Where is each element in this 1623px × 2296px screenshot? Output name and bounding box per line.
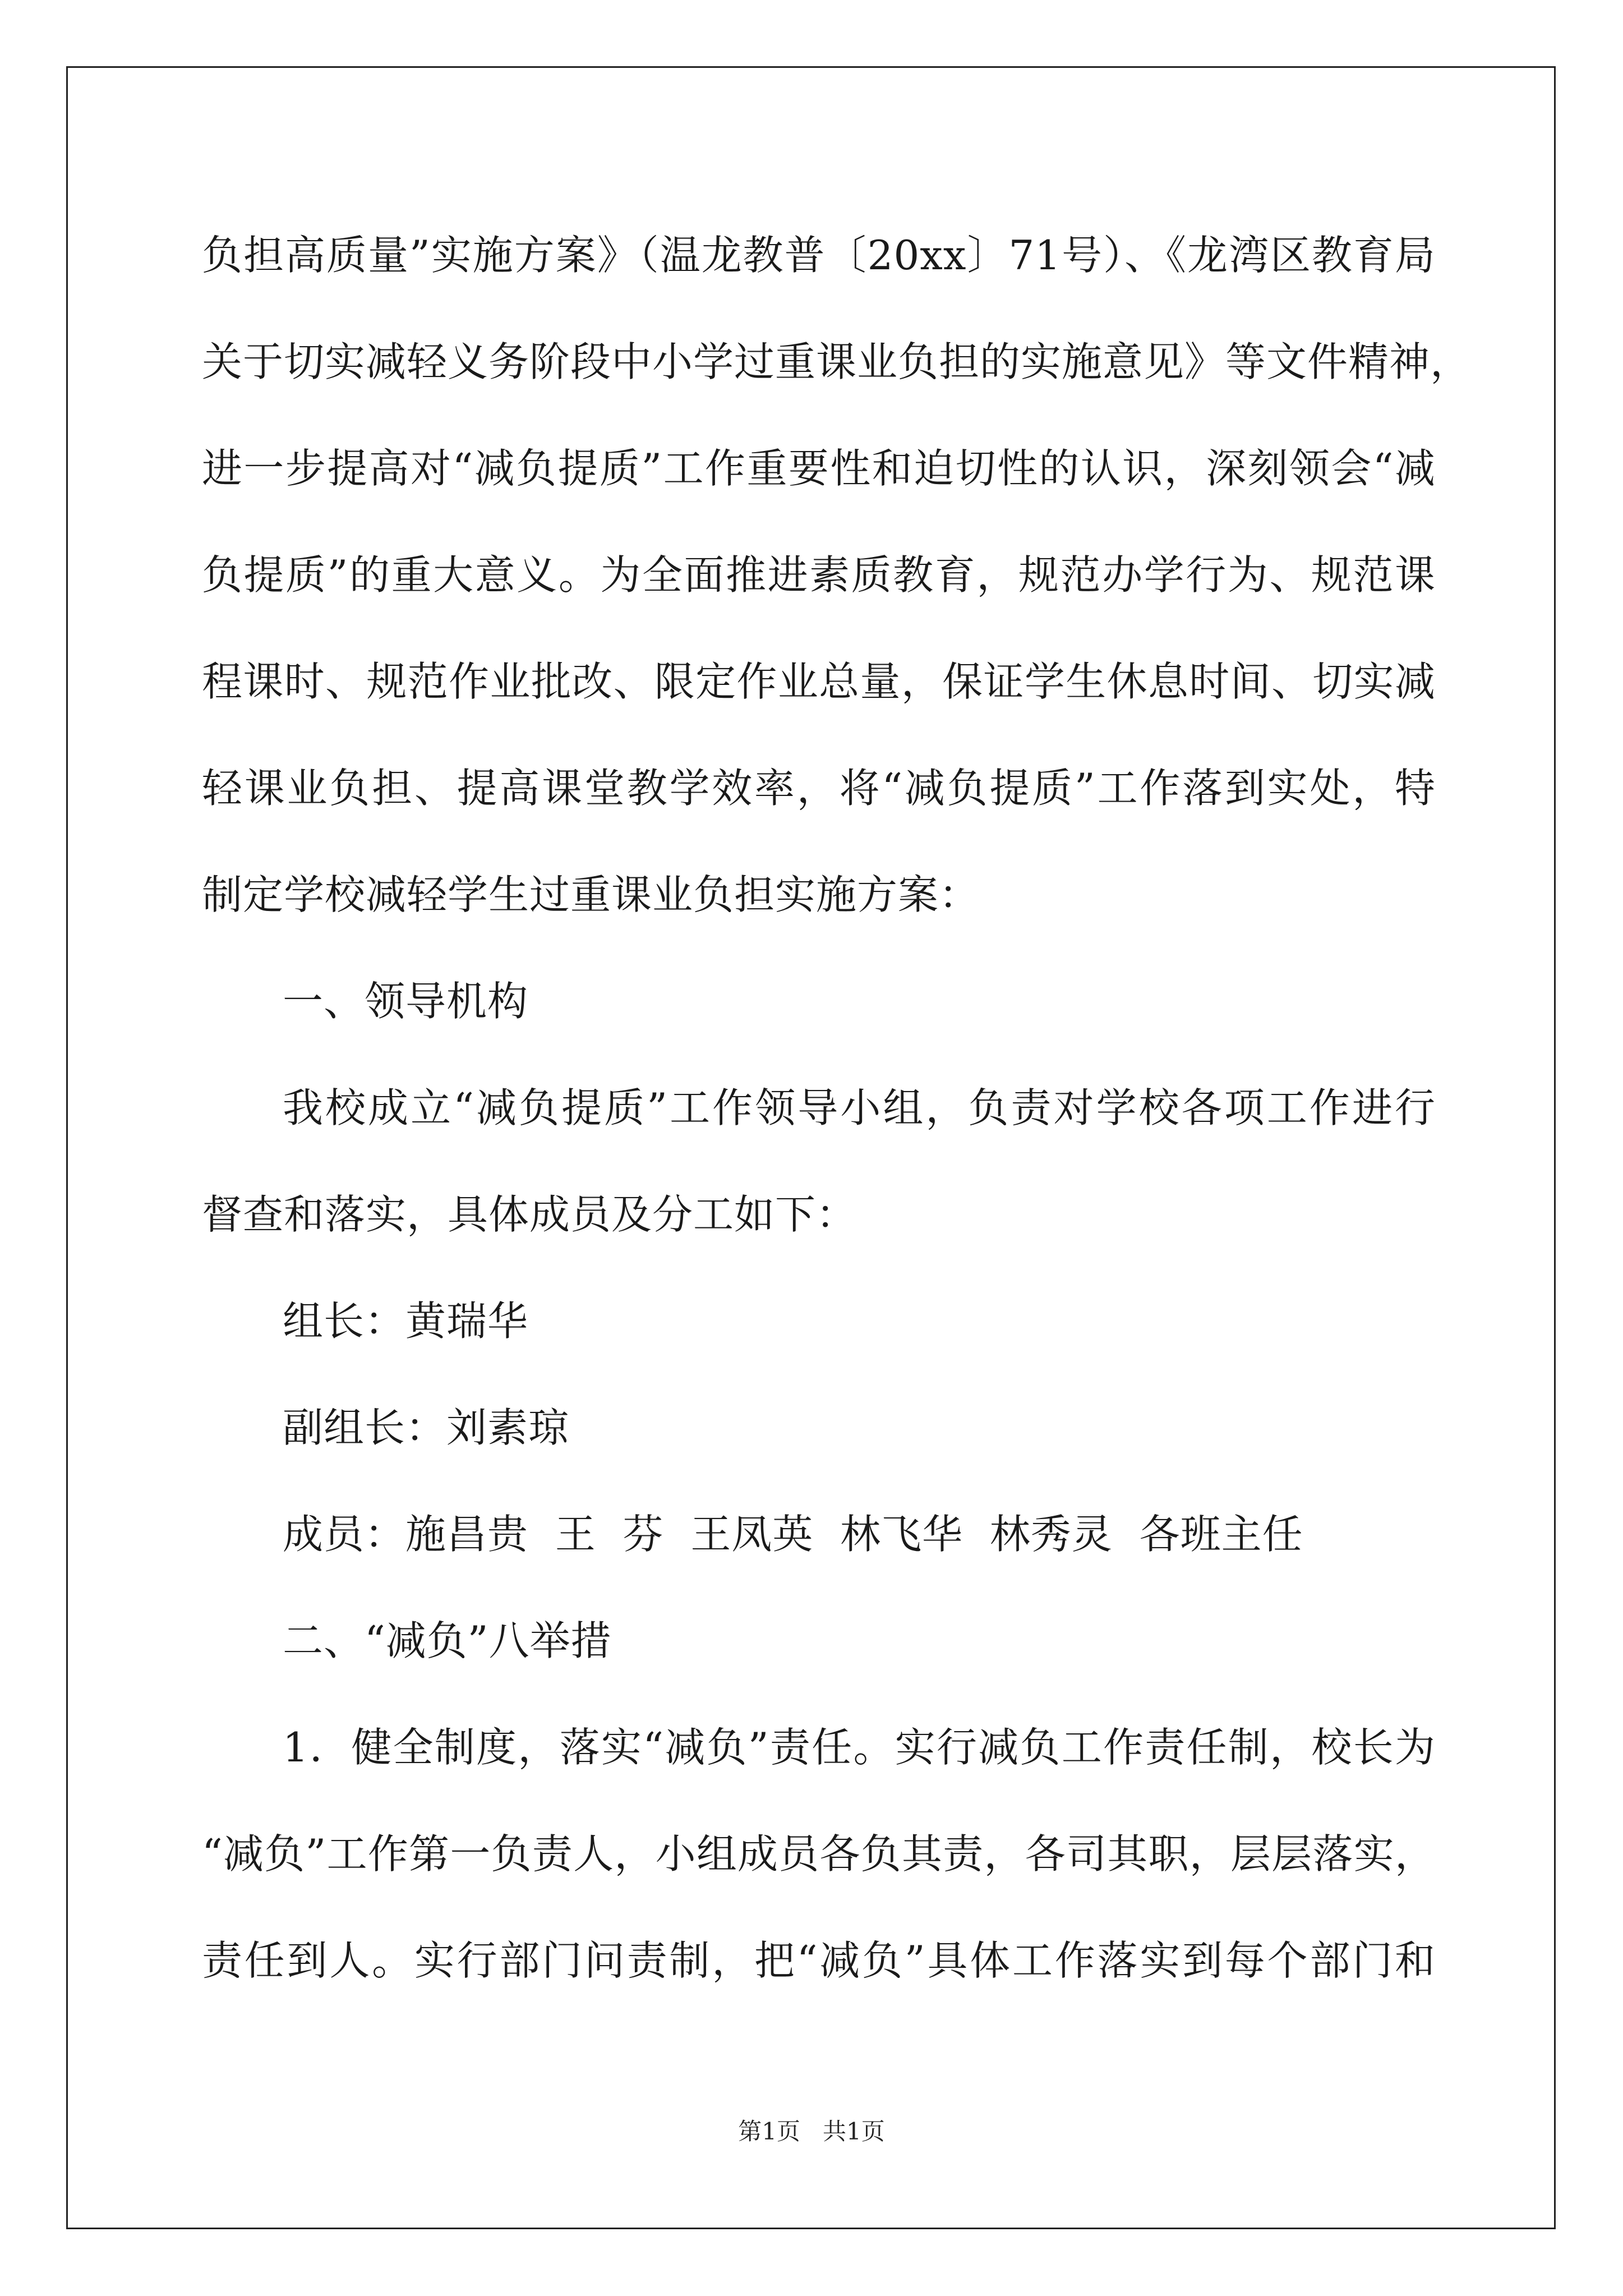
- text-line: 负担高质量”实施方案》（温龙教普〔20xx〕71号）、《龙湾区教育局: [202, 232, 1436, 279]
- group-members: 成员：施昌贵 王 芬 王凤英 林飞华 林秀灵 各班主任: [283, 1511, 1303, 1558]
- section-heading-leadership: 一、领导机构: [283, 978, 529, 1025]
- text-line: 轻课业负担、提高课堂教学效率，将“减负提质”工作落到实处，特: [202, 765, 1436, 812]
- text-line: 责任到人。实行部门问责制，把“减负”具体工作落实到每个部门和: [202, 1937, 1436, 1984]
- text-line: 程课时、规范作业批改、限定作业总量，保证学生休息时间、切实减: [202, 658, 1436, 705]
- text-line: 1．健全制度，落实“减负”责任。实行减负工作责任制，校长为: [283, 1724, 1436, 1771]
- text-line: 关于切实减轻义务阶段中小学过重课业负担的实施意见》等文件精神，: [202, 338, 1472, 385]
- deputy-group-leader: 副组长：刘素琼: [283, 1404, 570, 1451]
- section-heading-measures: 二、“减负”八举措: [283, 1617, 612, 1664]
- group-leader: 组长：黄瑞华: [283, 1297, 529, 1345]
- text-line: 制定学校减轻学生过重课业负担实施方案：: [202, 871, 980, 918]
- text-line: 负提质”的重大意义。为全面推进素质教育，规范办学行为、规范课: [202, 551, 1436, 599]
- document-body: [202, 202, 1472, 2014]
- page-number-footer: 第1页 共1页: [738, 2118, 885, 2145]
- text-line: “减负”工作第一负责人，小组成员各负其责，各司其职，层层落实，: [202, 1830, 1436, 1878]
- text-line: 督查和落实，具体成员及分工如下：: [202, 1191, 857, 1238]
- text-line: 进一步提高对“减负提质”工作重要性和迫切性的认识，深刻领会“减: [202, 445, 1436, 492]
- text-line: 我校成立“减负提质”工作领导小组，负责对学校各项工作进行: [283, 1084, 1436, 1131]
